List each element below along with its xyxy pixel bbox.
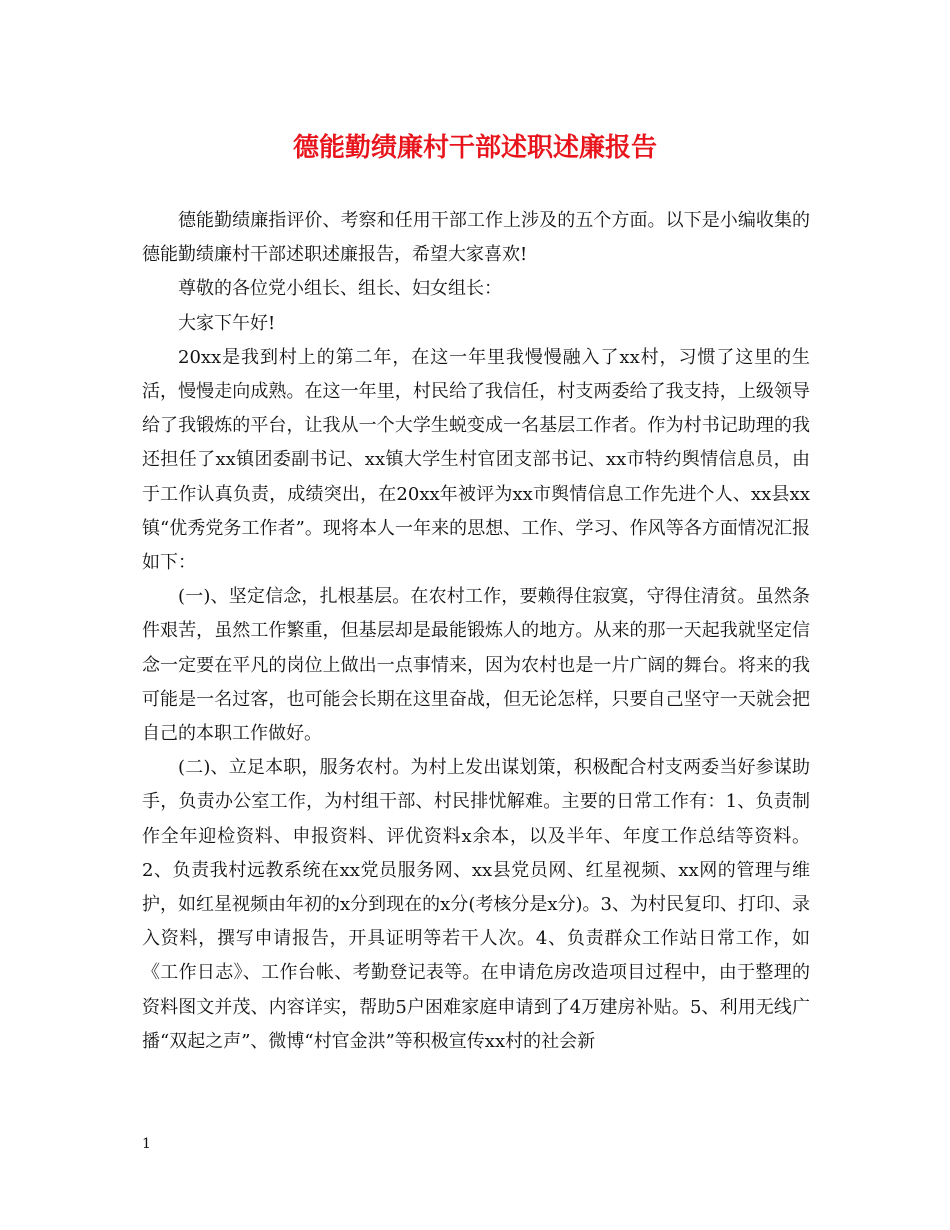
- paragraph-overview: 20xx是我到村上的第二年，在这一年里我慢慢融入了xx村，习惯了这里的生活，慢慢走向成熟。在这一年里，村民给了我信任，村支两委给了我支持，上级领导给了我锻炼的平台，让我从一个大学生蜕变成一名基层工作者。作为村书记助理的我还担任了xx镇团委副书记、xx镇大学生村官团支部书记、xx市特约舆情信息员，由于工作认真负责，成绩突出，在20xx年被评为xx市舆情信息工作先进个人、xx县xx镇“优秀党务工作者”。现将本人一年来的思想、工作、学习、作风等各方面情况汇报如下：: [142, 346, 810, 574]
- paragraph-section-two: (二)、立足本职，服务农村。为村上发出谋划策，积极配合村支两委当好参谋助手，负责办公室工作，为村组干部、村民排忧解难。主要的日常工作有：1、负责制作全年迎检资料、申报资料、评优资料x余本，以及半年、年度工作总结等资料。2、负责我村远教系统在xx党员服务网、xx县党员网、红星视频、xx网的管理与维护，如红星视频由年初的x分到现在的x分(考核分是x分)。3、为村民复印、打印、录入资料，撰写申请报告，开具证明等若干人次。4、负责群众工作站日常工作，如《工作日志》、工作台帐、考勤登记表等。在申请危房改造项目过程中，由于整理的资料图文并茂、内容详实，帮助5户困难家庭申请到了4万建房补贴。5、利用无线广播“双起之声”、微博“村官金洪”等积极宣传xx村的社会新: [142, 757, 810, 1052]
- document-title: 德能勤绩廉村干部述职述廉报告: [292, 133, 657, 163]
- paragraph-section-one: (一)、坚定信念，扎根基层。在农村工作，要赖得住寂寞，守得住清贫。虽然条件艰苦，虽然工作繁重，但基层却是最能锻炼人的地方。从来的那一天起我就坚定信念一定要在平凡的岗位上做出一点事情来，因为农村也是一片广阔的舞台。将来的我可能是一名过客，也可能会长期在这里奋战，但无论怎样，只要自己坚守一天就会把自己的本职工作做好。: [142, 586, 810, 745]
- paragraph-intro: 德能勤绩廉指评价、考察和任用干部工作上涉及的五个方面。以下是小编收集的德能勤绩廉村干部述职述廉报告，希望大家喜欢!: [142, 210, 810, 266]
- document-body: [142, 204, 810, 1059]
- paragraph-greeting: 大家下午好!: [178, 312, 276, 334]
- paragraph-salutation: 尊敬的各位党小组长、组长、妇女组长：: [178, 278, 502, 300]
- page-number: 1: [142, 1136, 151, 1152]
